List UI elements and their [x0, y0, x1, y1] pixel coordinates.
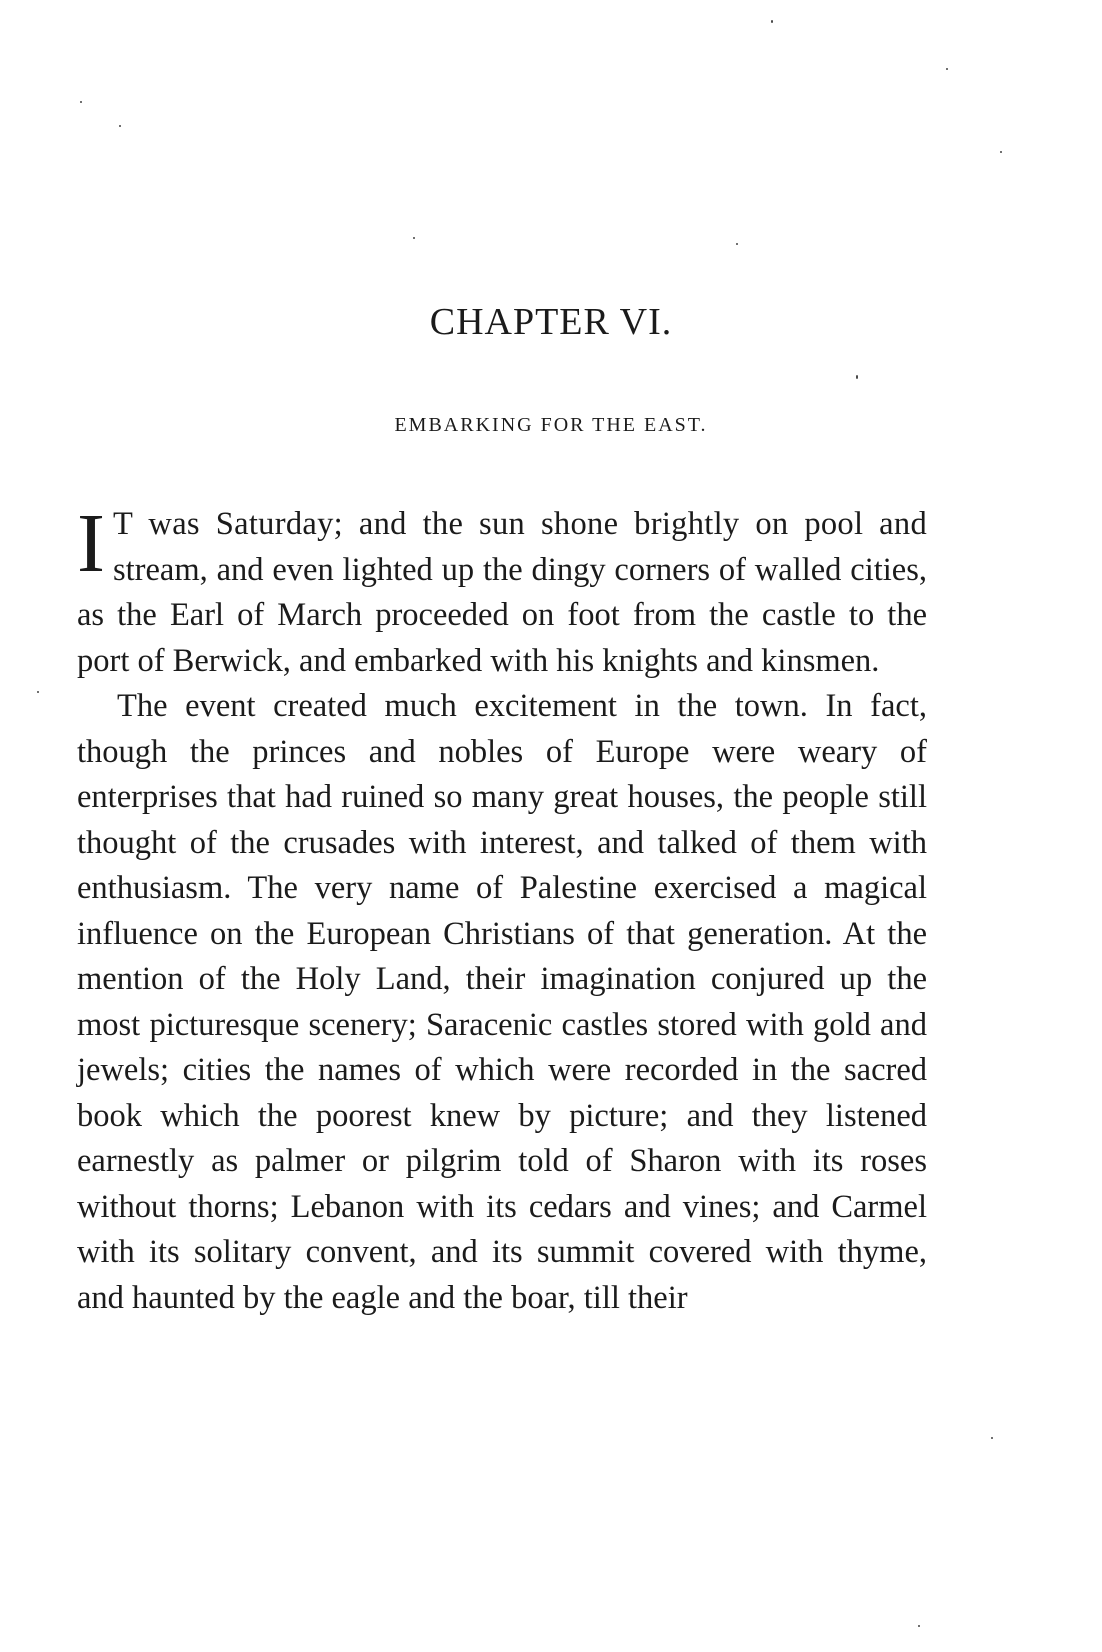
scan-speck: [771, 20, 773, 23]
scan-speck: [856, 375, 858, 379]
scan-speck: [413, 237, 415, 239]
scan-speck: [1000, 151, 1002, 153]
scan-speck: [991, 1437, 993, 1439]
scan-speck: [119, 125, 121, 127]
scan-speck: [736, 243, 738, 245]
drop-cap: I: [77, 497, 105, 590]
scan-speck: [946, 68, 948, 70]
scan-speck: [918, 1625, 920, 1627]
paragraph-second: The event created much excitement in the town. In fact, though the princes and nobles of Europe were weary of enterprises that had ruined so many great houses, the people still thought of the crusades with interest, and talked of them with enthusiasm. The very name of Palestine exercised a magical influence on the European Christians of that generation. At the mention of the Holy Land, their imagination conjured up the most picturesque scenery; Saracenic castles stored with gold and jewels; cities the names of which were recorded in the sacred book which the poorest knew by picture; and they listened earnestly as palmer or pilgrim told of Sharon with its roses without thorns; Lebanon with its cedars and vines; and Carmel with its solitary convent, and its summit covered with thyme, and haunted by the eagle and the boar, till their: [77, 688, 927, 1316]
chapter-body: [77, 497, 927, 1321]
scan-speck: [80, 101, 82, 103]
paragraph-first: [77, 497, 927, 684]
scan-speck: [37, 691, 39, 693]
chapter-subtitle: EMBARKING FOR THE EAST.: [394, 414, 708, 436]
paragraph-first-text: T was Saturday; and the sun shone brightly on pool and stream, and even lighted up the dingy corners of walled cities, as the Earl of March proceeded on foot from the castle to the port of Berwick, and embarked with his knights and kinsmen.: [77, 506, 927, 679]
chapter-title: CHAPTER VI.: [429, 301, 673, 343]
